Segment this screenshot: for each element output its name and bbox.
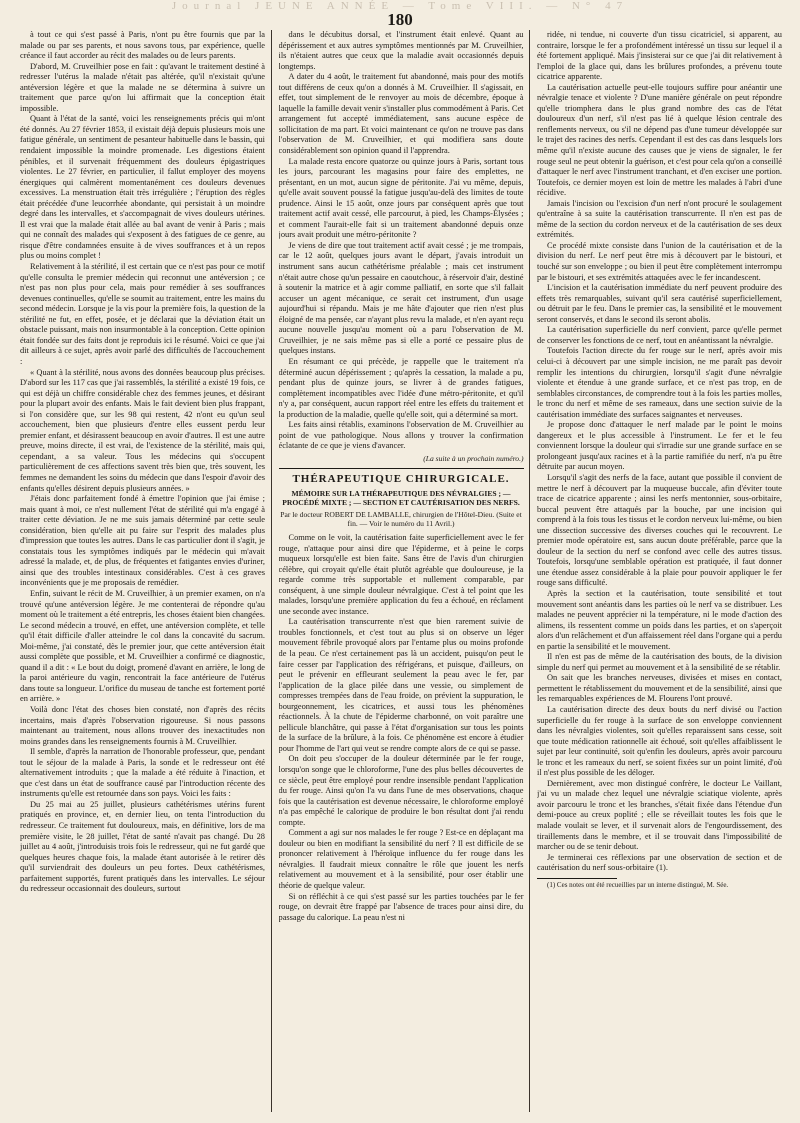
paragraph: La cautérisation transcurrente n'est que bien rarement suivie de troubles fonctionnels, et c'est tout au plus si on observe un léger mouvement fébrile provoqué alors par l'entame plus ou moins profonde de la peau. Ce n'est certainement pas là un accident, puisqu'on peut le faire cesser par l'application des réfrigérans, et puisque, d'ailleurs, on peut le prévenir en effleurant seulement la peau avec le fer, par l'application de la glace pilée dans une vessie, ou simplement de compresses trempées dans de l'eau froide, on prévient la suppuration, le bourgeonnement, les cicatrices, et aussi tous les phénomènes réactionnels. À la chute de l'épiderme charbonné, on voit paraître une pellicule blanchâtre, qui passe à l'état d'organisation sur tous les points de la surface de la brûlure, à la fois. Ce phénomène est encore à étudier pour l'homme de l'art qui veut se rendre compte alors de ce qui se passe. <box>278 617 524 753</box>
paragraph: Voilà donc l'état des choses bien constaté, non d'après des récits incertains, mais d'après l'observation rigoureuse. Si nous passons maintenant au traitement, nous allons trouver des inexactitudes non moins grandes dans les renseignements fournis à M. Cruveilhier. <box>20 705 265 746</box>
paragraph: J'étais donc parfaitement fondé à émettre l'opinion que j'ai émise ; mais quant à moi, ce n'est nullement l'état de stérilité qui m'a engagé à traiter cette déviation. Je ne me suis jamais déterminé par cette seule considération, bien qu'elle ait pu faire sur l'esprit des malades plus d'impression que toutes les autres. Dans le cas particulier dont il s'agit, je constatais tous les symptômes indiqués par le médecin qui m'avait adressé la malade, et, de plus, de fréquentes et fatigantes envies d'uriner, ainsi que des troubles intestinaux considérables. C'est à ces graves inconvénients que je me proposais de remédier. <box>20 494 265 588</box>
paragraph: ridée, ni tendue, ni couverte d'un tissu cicatriciel, si apparent, au contraire, lorsque le fer a profondément intéressé un tissu sur lequel il a été fortement appliqué. Mais j'insisterai sur ce que j'ai dit relativement à l'emploi de la glace qui, dans les brûlures profondes, a prévenu toute cicatrice apparente. <box>537 30 782 82</box>
column-left <box>20 30 265 1115</box>
paragraph: Relativement à la stérilité, il est certain que ce n'est pas pour ce motif qu'elle consulta le premier médecin qui reconnut une antéversion ; ce n'est pas non plus pour cela, mais pour remédier à ses souffrances devenues continuelles, qu'elle se soumit au traitement, entre les mains du second médecin. Lorsque je la vis pour la première fois, la question de la stérilité ne fut, en effet, posée, et je déclarai que la déviation était un obstacle puissant, mais non insurmontable à la conception. Cette opinion était fondée sur des faits dont je reproduis ici le résumé. Voici ce que j'ai dit ailleurs à ce sujet, après avoir parlé des difficultés de l'accouchement : <box>20 262 265 366</box>
paragraph: Je terminerai ces réflexions par une observation de section et de cautérisation du nerf sous-orbitaire (1). <box>537 852 782 873</box>
paragraph: Il n'en est pas de même de la cautérisation des bouts, de la division simple du nerf qui permet au mouvement et à la sensibilité de se rétablir. <box>537 652 782 672</box>
paragraph: Si on réfléchit à ce qui s'est passé sur les parties touchées par le fer rouge, on devrait être frappé par l'absence de traces pour ainsi dire, du passage du calorique. La peau n'est ni <box>278 891 524 922</box>
paragraph: Je viens de dire que tout traitement actif avait cessé ; je me trompais, car le 12 août, quelques jours avant le départ, j'avais introduit un instrument sans aucun cathétérisme préalable ; mais cet instrument n'était autre chose qu'un pessaire en caoutchouc, à réservoir d'air, destiné à soutenir la matrice et à agir comme palliatif, en sorte que s'il fallait accuser un agent mécanique, ce serait cet instrument, d'un usage aujourd'hui si répandu. Mais je me hâte d'ajouter que rien n'est plus éloigné de ma pensée, car n'ayant plus revu la malade, et n'en ayant reçu aucune nouvelle jusqu'au moment où a paru l'observation de M. Cruveilhier, je ne sais même pas si elle a porté ce pessaire plus de quelques instans. <box>278 240 524 356</box>
paragraph: La cautérisation actuelle peut-elle toujours suffire pour anéantir une névralgie tenace et violente ? D'une manière générale on peut répondre qu'elle triomphera dans le plus grand nombre des cas de l'état douloureux d'un nerf, s'il n'est pas lié à quelque lésion centrale des renflements nerveux, ou s'il ne dépend pas d'une tumeur développée sur le trajet des racines des nerfs. Cependant il est des cas dans lesquels lors même qu'il n'existe aucune des causes que je viens de signaler, le fer rouge seul ne peut obtenir la guérison, et c'est pour cela qu'on a conseillé d'attaquer le nerf avec l'instrument tranchant, et d'en exciser une portion. Toutefois, ce dernier moyen est loin de mettre les malades à l'abri d'une récidive. <box>537 82 782 198</box>
paragraph: La cautérisation superficielle du nerf convient, parce qu'elle permet de conserver les fonctions de ce nerf, tout en anéantissant la névralgie. <box>537 325 782 345</box>
paragraph: L'incision et la cautérisation immédiate du nerf peuvent produire des effets très remarquables, suivant qu'il sera cautérisé superficiellement, ou détruit par le feu. Dans le premier cas, la sensibilité et le mouvement seront conservés, et dans le second ils seront abolis. <box>537 283 782 324</box>
paragraph: à tout ce qui s'est passé à Paris, n'ont pu être fournis que par la malade ou par ses parents, et nous savons tous, par expérience, quelle créance il faut accorder au récit des malades ou de leurs parents. <box>20 30 265 61</box>
paragraph: Quant à l'état de la santé, voici les renseignements précis qui m'ont été donnés. Au 27 février 1853, il existait déjà depuis plusieurs mois une fatigue générale, un sentiment de pesanteur habituelle dans le bassin, qui rendaient impossible la moindre promenade. Les digestions étaient pénibles, et il survenait fréquemment des douleurs épigastriques violentes. Le 27 février, en particulier, il fallut employer des moyens énergiques qui calmèrent momentanément ces douleurs devenues excessives. La menstruation était très irrégulière ; l'éruption des règles était précédée d'une leucorrhée abondante, qui persistait à un moindre degré dans les intervalles, et s'accompagnait de vives douleurs utérines. Il est vrai que la malade était allée au bal avant de venir à Paris ; mais qui ne connaît des malades qui s'exposent à des fatigues de ce genre, au risque d'être condamnées ensuite à de vives souffrances et à un repos plus ou moins complet ! <box>20 114 265 261</box>
paragraph: Les faits ainsi rétablis, examinons l'observation de M. Cruveilhier au point de vue pathologique. Nous allons y trouver la confirmation éclatante de ce que je viens d'avancer. <box>278 420 524 451</box>
footnote: (1) Ces notes ont été recueillies par un interne distingué, M. Sée. <box>547 880 729 889</box>
section-title: THÉRAPEUTIQUE CHIRURGICALE. <box>292 473 510 486</box>
paragraph: A dater du 4 août, le traitement fut abandonné, mais pour des motifs tout différens de ceux qu'on a donnés à M. Cruveilhier. Il s'agissait, en effet, tout simplement de le renvoyer au mois de décembre, époque à laquelle la famille devait venir s'installer plus commodément à Paris. Cet arrangement fut accepté immédiatement, sans aucune espèce de sollicitation de ma part. Et voici maintenant ce qu'on ne trouve pas dans l'observation de M. Cruveilhier, et qui modifiera sans doute considérablement son opinion quand il l'apprendra. <box>278 72 524 156</box>
paragraph: D'abord, M. Cruveilhier pose en fait : qu'avant le traitement destiné à redresser l'utérus la malade n'était pas altérée, qu'il n'existait qu'une antéversion légère et que la malade ne se détermina à suivre un traitement que parce qu'on lui affirmait que la conception était impossible. <box>20 61 265 113</box>
paragraph: Jamais l'incision ou l'excision d'un nerf n'ont procuré le soulagement qu'entraîne à sa suite la cautérisation transcurrente. Il n'en est pas de même de la section du cordon nerveux et de la cautérisation de ses deux extrémités. <box>537 198 782 240</box>
paragraph: Dernièrement, avec mon distingué confrère, le docteur Le Vaillant, j'ai vu un malade chez lequel une névralgie sciatique violente, après avoir parcouru le tronc et les branches, s'était fixée dans l'étendue d'un demi-pouce au creux poplité ; elle se réveillait toutes les fois que le malade voulait se lever, et il survenait alors de l'engourdissement, des tiraillements dans le membre, et il se trouvait dans l'impossibilité de marcher ou de se tenir debout. <box>537 778 782 852</box>
paragraph: Après la section et la cautérisation, toute sensibilité et tout mouvement sont anéantis dans les parties où le nerf va se distribuer. Les malades ne peuvent apprécier ni la température, ni le mode d'action des alimens, ils ressentent comme un poids dans les parties, et on s'aperçoit alors d'un relâchement et d'un affaissement réel dans l'organe qui a perdu en partie la sensibilité et le mouvement. <box>537 588 782 651</box>
paragraph: On sait que les branches nerveuses, divisées et mises en contact, permettent le rétablissement du mouvement et de la sensibilité, ainsi que les remarquables expériences de M. Flourens l'ont prouvé. <box>537 673 782 704</box>
paragraph: La cautérisation directe des deux bouts du nerf divisé ou l'action superficielle du fer rouge à la surface de son enveloppe conviennent dans les névralgies violentes, soit qu'elles reparaissent sans cesse, soit que toute médication rationnelle ait échoué, soit qu'elles affaiblissent le sujet par leur continuité, soit qu'enfin les douleurs, après avoir parcouru le tronc et les rameaux du nerf, se soient fixées sur un point limité, d'où il n'est plus possible de les déloger. <box>537 705 782 778</box>
continuation-note: (La suite à un prochain numéro.) <box>423 453 524 463</box>
paragraph: Enfin, suivant le récit de M. Cruveilhier, à un premier examen, on n'a trouvé qu'une antéversion légère. Je me contenterai de répondre qu'au moment où le traitement a été entrepris, les choses étaient bien changées. Le second médecin a trouvé, en effet, une antéversion complète, et telle qu'il était difficile d'aller atteindre le col dans la concavité du sacrum. Moi-même, j'ai constaté, dès le premier jour, que cette antéversion était aussi complète que possible, et M. Cruveilhier a confirmé ce diagnostic, quand il a dit : « Le bout du doigt, promené d'avant en arrière, le long de la paroi antérieure du vagin, rencontrait la face antérieure de l'utérus dans toute sa longueur. L'orifice du museau de tanche est fortement porté en arrière. » <box>20 588 265 704</box>
paragraph: Du 25 mai au 25 juillet, plusieurs cathétérismes utérins furent pratiqués en province, et, en dernier lieu, on tenta l'introduction du redresseur. Ce traitement fut douloureux, mais, en définitive, lors de ma première visite, le 28 juillet, l'état de santé n'avait pas changé. Du 28 juillet au 4 août, j'introduisis trois fois le redresseur, qui ne fut gardé que quelques heures chaque fois, la malade étant autorisée à le retirer dès qu'il surviendrait des douleurs un peu fortes. Deux cathétérismes, parfaitement supportés, furent pratiqués dans les intervalles. Le séjour du redresseur occasionnait des douleurs, surtout <box>20 799 265 894</box>
column-middle <box>279 30 524 1115</box>
paragraph: En résumant ce qui précède, je rappelle que le traitement n'a déterminé aucun dépérissement ; qu'après la cessation, la malade a pu, pendant plus de quinze jours, se livrer à de grandes fatigues, complètement incompatibles avec l'idée d'une métro-péritonite, et qu'il n'y a, par conséquent, aucun rapport réel entre les effets du traitement et la production de la maladie, quelle qu'elle soit, qui a déterminé sa mort. <box>278 356 524 419</box>
footnote-rule <box>537 878 617 879</box>
paragraph: Toutefois l'action directe du fer rouge sur le nerf, après avoir mis celui-ci à découvert par une simple incision, ne me paraît pas devoir remplir les intentions du chirurgien, lorsqu'il s'agit d'une névralgie violente et étendue à une grande surface, et ce n'est pas trop, en de semblables circonstances, de comprendre tout à la fois les parties molles, le tronc du nerf et même de ses rameaux, dans une section suivie de la cautérisation immédiate des surfaces saignantes et nerveuses. <box>537 346 782 419</box>
article-subtitle: MÉMOIRE SUR LA THÉRAPEUTIQUE DES NÉVRALGIES ; — PROCÉDÉ MIXTE ; — SECTION ET CAUTÉRISATION DES NERFS. <box>282 488 520 508</box>
column-right <box>537 30 782 1115</box>
paragraph: Il semble, d'après la narration de l'honorable professeur, que, pendant tout le séjour de la malade à Paris, la sonde et le redresseur ont été alternativement introduits ; que la malade a été réduite à l'inaction, et que c'est dans un état de souffrance causé par l'introduction récente des instruments qu'elle est retournée dans son pays. Voici les faits : <box>20 747 265 799</box>
paragraph: Ce procédé mixte consiste dans l'union de la cautérisation et de la division du nerf. Le nerf peut être mis à découvert par le bistouri, et touché sur son enveloppe ; ou bien il peut être complètement interrompu par le bistouri, et ses extrémités attaquées avec le fer incandescent. <box>537 240 782 282</box>
quoted-paragraph: « Quant à la stérilité, nous avons des données beaucoup plus précises. D'abord sur les 117 cas que j'ai rassemblés, la stérilité a existé 19 fois, ce qui est déjà un chiffre considérable chez des femmes jeunes, et désirant pour la plupart avoir des enfants. Mais le fait devient bien plus frappant, si l'on considère que, sur les 98 qui restent, 42 n'ont eu qu'un seul accouchement, bien que plusieurs d'entre elles eussent perdu leur premier enfant, et désirassent beaucoup en avoir d'autres. Il est une autre preuve, moins directe, il est vrai, de l'existence de la stérilité, mais qui, cependant, a sa valeur. Tous les médecins qui s'occupent particulièrement de ces affections savent très bien que, très souvent, les femmes ne demandent les soins du médecin que dans l'espoir d'avoir des enfants qu'elles désirent depuis plusieurs années. » <box>20 367 265 493</box>
page-number: 180 <box>387 10 413 29</box>
paragraph: Lorsqu'il s'agit des nerfs de la face, autant que possible il convient de mettre le nerf à découvert par la muqueuse buccale, afin d'éviter toute trace de cicatrice apparente ; ainsi les nerfs mentonnier, sous-orbitaire, buccal peuvent être attaqués par la bouche, par une incision qui comprend à la fois tous les tissus et le cordon nerveux lui-même, ou bien une dissection successive des diverses couches qui le recouvrent. Le premier mode opératoire est, sans aucun doute préférable, parce que la douleur de la section du nerf se confond avec celle des autres tissus. Toutefois, lorsqu'une semblable opération est pratiquée, il faut donner une étendue assez considérable à la plaie pour pouvoir appliquer le fer rouge sans difficulté. <box>537 472 782 588</box>
paragraph: Je propose donc d'attaquer le nerf malade par le point le moins dangereux et le plus accessible à l'instrument. Le fer et le feu conviennent lorsque la douleur qui s'irradie sur une grande surface en se prolongeant jusqu'aux racines et à la partie ramifiée du nerf, n'a pu être détruite par aucun moyen. <box>537 420 782 472</box>
paragraph: dans le décubitus dorsal, et l'instrument était enlevé. Quant au dépérissement et aux autres symptômes mentionnés par M. Cruveilhier, ils n'étaient autres que ceux que la maladie avait occasionnés depuis longtemps. <box>278 30 524 71</box>
article-columns <box>20 30 782 1115</box>
section-divider <box>279 468 524 469</box>
paragraph: La malade resta encore quatorze ou quinze jours à Paris, sortant tous les jours, parcourant les magasins pour faire des emplettes, ne présentant, en un mot, aucun signe de péritonite. J'ai vu même, depuis, qu'elle avait souvent poussé la fatigue jusqu'au-delà des limites de toute prudence. Ainsi le 15 août, onze jours par conséquent après que tout traitement actif avait cessé, elle parcourut, à pied, les Champs-Élysées ; et comment l'aurait-elle fait si un traitement abandonné depuis onze jours avait produit une métro-péritonite ? <box>278 156 524 240</box>
paragraph: Comme on le voit, la cautérisation faite superficiellement avec le fer rouge, n'attaque pour ainsi dire que l'épiderme, et à peine le corps muqueux lorsqu'elle est bien faite. Sans être de l'avis d'un chirurgien célèbre, qui croyait qu'elle était plutôt agréable que douloureuse, je la regarde comme très supportable et nullement comparable, par conséquent, à une simple douleur névralgique. C'est à tel point que les malades, lorsqu'une première application du feu a échoué, en réclament une seconde avec instance. <box>278 532 524 616</box>
paragraph: On doit peu s'occuper de la douleur déterminée par le fer rouge, lorsqu'on songe que le chloroforme, l'une des plus belles découvertes de ce siècle, peut être employé pour rendre insensible pendant l'application du fer rouge. Ainsi qu'on l'a vu dans l'une de mes observations, chaque fois que la cautérisation est devenue nécessaire, le chloroforme employé n'a pas empêché le calorique de produire le bon résultat dont j'ai rendu compte. <box>278 754 524 827</box>
article-byline: Par le docteur ROBERT DE LAMBALLE, chirurgien de l'Hôtel-Dieu. (Suite et fin. — Voir le numéro du 11 Avril.) <box>280 509 522 529</box>
paragraph: Comment a agi sur nos malades le fer rouge ? Est-ce en déplaçant ma douleur ou bien en modifiant la sensibilité du nerf ? Il est difficile de se prononcer relativement à l'héroïque influence du fer rouge dans les névralgies. Il faudrait mieux connaître le rôle que jouent les nerfs relativement au mouvement et à la sensibilité, pour oser établir une théorie de quelque valeur. <box>278 828 524 891</box>
page-top-bleed-text: Journal JEUNE ANNÉE — Tome VIII. — N° 47 <box>171 0 629 12</box>
